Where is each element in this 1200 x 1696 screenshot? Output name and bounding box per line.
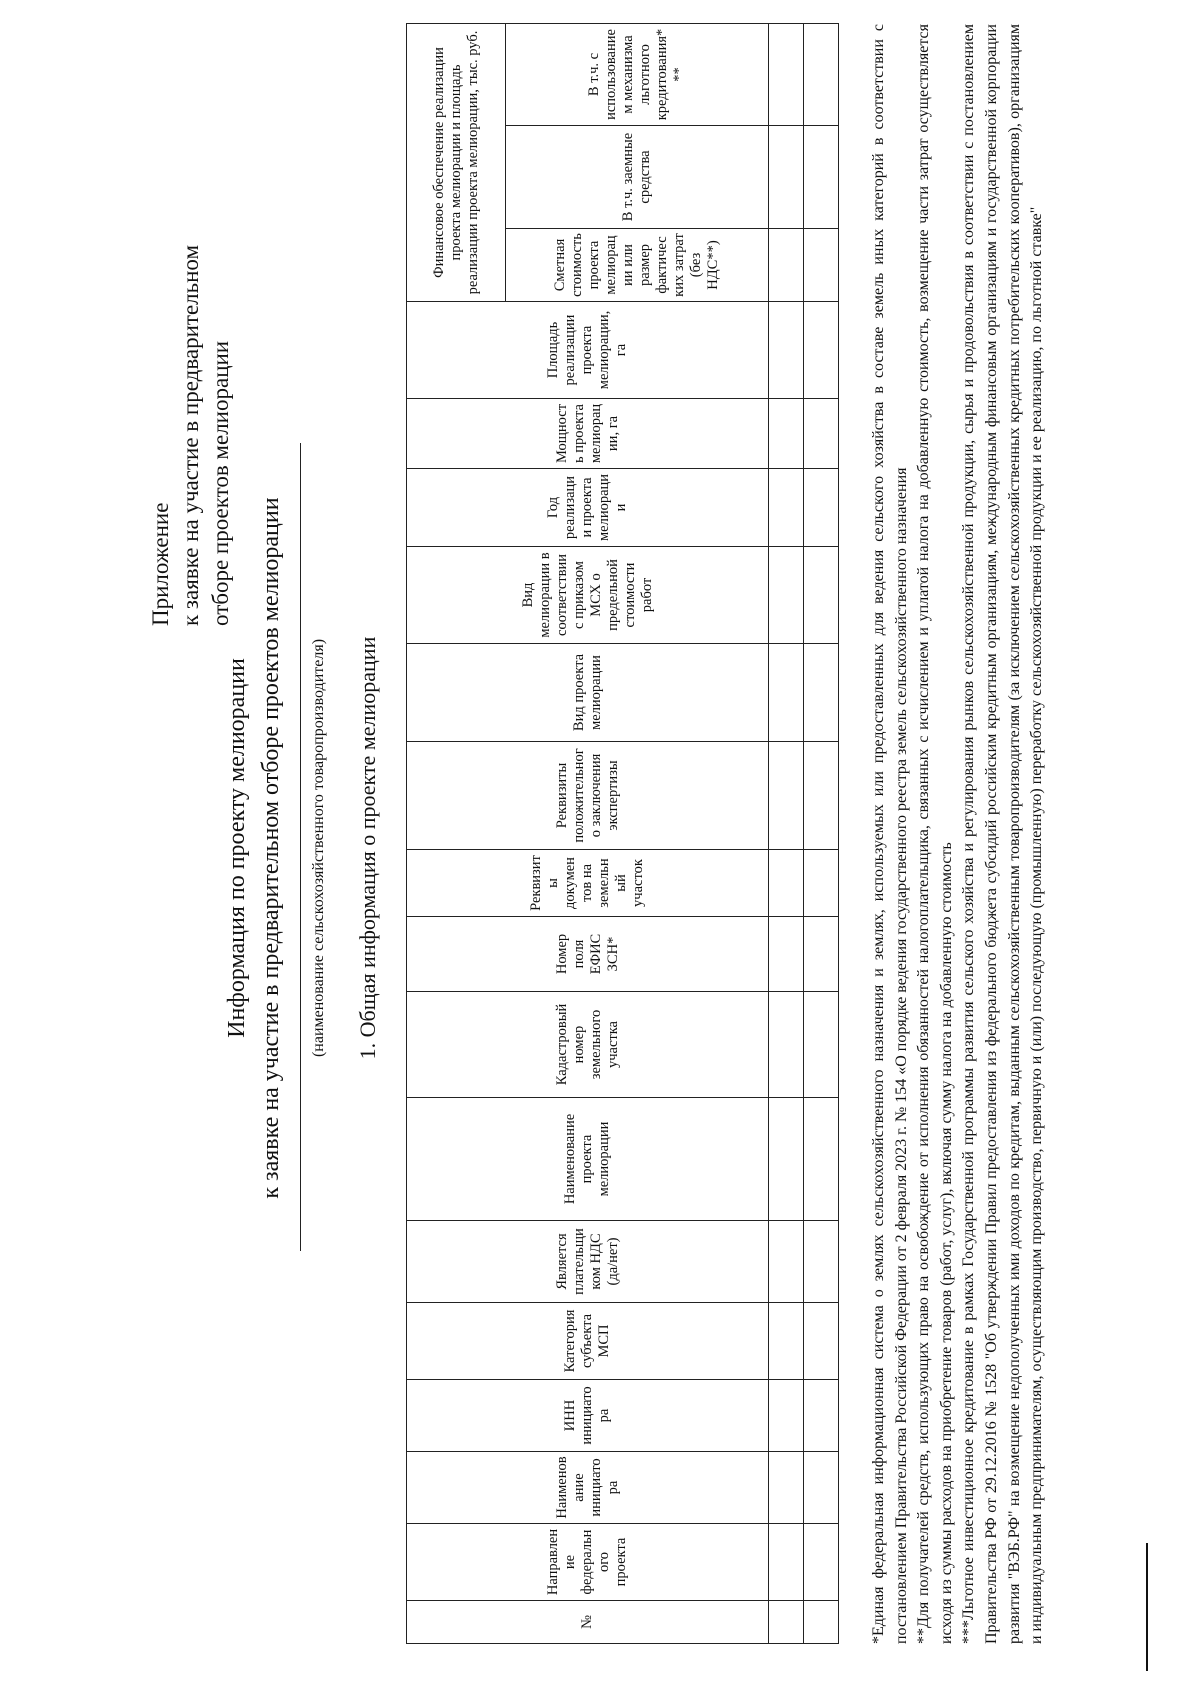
- table-row: [769, 23, 804, 1643]
- header-no: №: [407, 1601, 769, 1644]
- table-cell[interactable]: [769, 644, 804, 742]
- table-cell[interactable]: [804, 399, 839, 469]
- table-cell[interactable]: [769, 992, 804, 1098]
- table-cell[interactable]: [804, 302, 839, 399]
- table-cell[interactable]: [804, 850, 839, 917]
- table-cell[interactable]: [804, 229, 839, 302]
- annex-line-1: Приложение: [148, 502, 173, 626]
- table-cell[interactable]: [769, 302, 804, 399]
- table-cell[interactable]: [804, 1601, 839, 1644]
- table-cell[interactable]: [804, 547, 839, 644]
- table-cell[interactable]: [769, 229, 804, 302]
- table-cell[interactable]: [804, 644, 839, 742]
- header-financing-group: Финансовое обеспечение реализации проекта мелиорации и площадь реализации проекта мелиорации, тыс. руб.: [407, 23, 506, 301]
- header-efis-field: Номер поля ЕФИС ЗСН*: [407, 917, 769, 992]
- page-edge-mark: [1146, 1543, 1148, 1671]
- table-cell[interactable]: [769, 547, 804, 644]
- table-cell[interactable]: [769, 1303, 804, 1380]
- table-cell[interactable]: [804, 23, 839, 125]
- table-cell[interactable]: [769, 917, 804, 992]
- header-inn: ИНН инициатора: [407, 1380, 769, 1452]
- table-cell[interactable]: [804, 742, 839, 850]
- table-cell[interactable]: [804, 1380, 839, 1452]
- footnotes: [868, 24, 1049, 1644]
- table-cell[interactable]: [804, 1524, 839, 1601]
- table-row: [804, 23, 839, 1643]
- header-borrowed: В т.ч. заемные средства: [506, 126, 769, 229]
- table-cell[interactable]: [769, 469, 804, 547]
- header-melioration-type: Вид мелиорации в соответствии с приказом МСХ о предельной стоимости работ: [407, 547, 769, 644]
- section-title: 1. Общая информация о проекте мелиорации: [355, 636, 380, 1060]
- header-msp-category: Категория субъекта МСП: [407, 1303, 769, 1380]
- header-area: Площадь реализации проекта мелиорации, га: [407, 302, 769, 399]
- table-cell[interactable]: [769, 1380, 804, 1452]
- table-cell[interactable]: [804, 1452, 839, 1524]
- table-cell[interactable]: [804, 917, 839, 992]
- header-vat-payer: Является плательщиком НДС (да/нет): [407, 1221, 769, 1303]
- table-cell[interactable]: [804, 1303, 839, 1380]
- table-cell[interactable]: [769, 1524, 804, 1601]
- document-subtitle: к заявке на участие в предварительном отборе проектов мелиорации: [258, 497, 284, 1199]
- annex-line-3: отборе проектов мелиорации: [208, 340, 233, 626]
- table-cell[interactable]: [769, 1452, 804, 1524]
- table-cell[interactable]: [769, 850, 804, 917]
- producer-name-line: [300, 443, 301, 1251]
- table-cell[interactable]: [769, 1098, 804, 1221]
- producer-caption: (наименование сельскохозяйственного товаропроизводителя): [310, 638, 327, 1058]
- table-cell[interactable]: [804, 1221, 839, 1303]
- table-cell[interactable]: [769, 1221, 804, 1303]
- header-cadastral: Кадастровый номер земельного участка: [407, 992, 769, 1098]
- footnote-3: ***Льготное инвестиционное кредитование в рамках Государственной программы развития сельского хозяйства и регулирования рынков сельскохозяйственной продукции, сырья и продовольствия в соответствии с постановлением Правительства РФ от 29.12.2016 № 1528 "Об утверждении Правил предоставления из федерального бюджета субсидий российским кредитным организациям, международным финансовым организациям и государственной корпорации развития "ВЭБ.РФ" на возмещение недополученных ими доходов по кредитам, выданным сельскохозяйственным товаропроизводителям (за исключением сельскохозяйственных кредитных потребительских кооперативов), организациям и индивидуальным предпринимателям, осуществляющим производство, первичную и (или) последующую (промышленную) переработку сельскохозяйственной продукции и ее реализацию, по льготной ставке": [960, 24, 1046, 1644]
- footnote-2: **Для получателей средств, использующих право на освобождение от исполнения обязанностей налогоплательщика, связанных с исчислением и уплатой налога на добавленную стоимость, возмещение части затрат осуществляется исходя из суммы расходов на приобретение товаров (работ, услуг), включая сумму налога на добавленную стоимость: [915, 24, 955, 1644]
- header-expertise: Реквизиты положительного заключения экспертизы: [407, 742, 769, 850]
- header-estimated-cost: Сметная стоимость проекта мелиорации или размер фактических затрат (без НДС**): [506, 229, 769, 302]
- project-info-table: [406, 23, 839, 1644]
- table-cell[interactable]: [804, 1098, 839, 1221]
- table-cell[interactable]: [769, 126, 804, 229]
- table-cell[interactable]: [804, 992, 839, 1098]
- table-cell[interactable]: [804, 126, 839, 229]
- annex-header: [146, 106, 236, 626]
- header-land-docs: Реквизиты документов на земельный участок: [407, 850, 769, 917]
- annex-line-2: к заявке на участие в предварительном: [178, 244, 203, 626]
- header-initiator-name: Наименование инициатора: [407, 1452, 769, 1524]
- header-capacity: Мощность проекта мелиорации, га: [407, 399, 769, 469]
- header-year: Год реализации проекта мелиорации: [407, 469, 769, 547]
- table-cell[interactable]: [769, 1601, 804, 1644]
- header-direction: Направление федерального проекта: [407, 1524, 769, 1601]
- table-cell[interactable]: [769, 742, 804, 850]
- table-cell[interactable]: [769, 399, 804, 469]
- header-preferential: В т.ч. с использованием механизма льготного кредитования***: [506, 23, 769, 125]
- document-title: Информация по проекту мелиорации: [224, 658, 250, 1038]
- table-cell[interactable]: [769, 23, 804, 125]
- footnote-1: *Единая федеральная информационная система о землях сельскохозяйственного назначения и землях, используемых или предоставленных для ведения сельского хозяйства в составе земель иных категорий в соответствии с постановлением Правительства Российской Федерации от 2 февраля 2023 г. № 154 «О порядке ведения государственного реестра земель сельскохозяйственного назначения: [870, 24, 910, 1644]
- header-project-type: Вид проекта мелиорации: [407, 644, 769, 742]
- table-cell[interactable]: [804, 469, 839, 547]
- header-project-name: Наименование проекта мелиорации: [407, 1098, 769, 1221]
